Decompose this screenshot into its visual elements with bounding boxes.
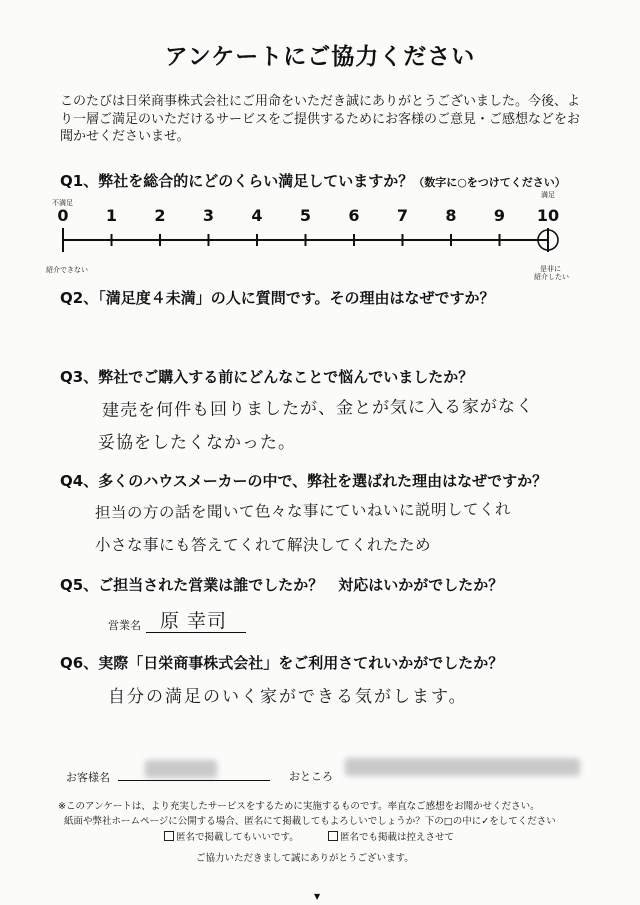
scale-number-1[interactable]: 1	[105, 206, 118, 225]
address-redacted	[345, 758, 580, 776]
next-page-arrow: ▼	[314, 892, 321, 901]
footer-note-line-2: 紙面や弊社ホームページに公開する場合、匿名にて掲載してもよろしいでしょうか？下の□の中に✓をしてください	[64, 816, 556, 827]
anonymous-ok-option	[164, 829, 299, 843]
customer-name-redacted	[145, 760, 217, 778]
scale-number-7[interactable]: 7	[396, 206, 409, 225]
scale-number-0[interactable]: 0	[57, 206, 69, 225]
anonymous-ok-label: 匿名で掲載してもいいです。	[176, 832, 299, 843]
scale-high-bottom-label-1: 是非に	[540, 265, 561, 273]
customer-name-label: お客様名	[66, 771, 110, 784]
anonymous-decline-label: 匿名でも掲載は控えさせて	[340, 832, 455, 843]
question-4-answer-line-2: 小さな事にも答えてくれて解決してくれたため	[95, 536, 432, 554]
question-4-label: Q4、多くのハウスメーカーの中で、弊社を選ばれた理由はなぜですか？	[60, 472, 548, 490]
anonymous-ok-checkbox[interactable]	[164, 831, 174, 841]
footer-thanks: ご協力いただきまして誠にありがとうございます。	[196, 853, 414, 864]
anonymous-decline-option	[328, 829, 454, 843]
scale-high-top-label: 満足	[541, 191, 555, 199]
staff-name: 原 幸司	[160, 610, 228, 632]
question-1	[60, 170, 566, 191]
scale-low-top-label: 不満足	[52, 199, 73, 207]
satisfaction-scale-line	[50, 228, 580, 264]
scale-number-10[interactable]: 10	[536, 206, 560, 225]
scale-number-2[interactable]: 2	[154, 206, 166, 225]
scale-low-bottom-label: 紹介できない	[46, 266, 88, 274]
staff-label: 営業名	[108, 619, 141, 632]
customer-name-underline	[118, 780, 270, 781]
question-4-answer-line-1: 担当の方の話を聞いて色々な事にていねいに説明してくれ	[94, 500, 512, 522]
scale-number-3[interactable]: 3	[202, 206, 215, 225]
anonymous-decline-checkbox[interactable]	[328, 831, 338, 841]
question-2-label: Q2、「満足度４未満」の人に質問です。その理由はなぜですか？	[60, 289, 495, 307]
question-1-hint: （数字に○をつけてください）	[413, 176, 566, 189]
scale-number-9[interactable]: 9	[493, 206, 506, 225]
page-title: アンケートにご協力ください	[164, 44, 476, 70]
question-3-answer-line-2: 妥協をしたくなかった。	[98, 433, 296, 453]
scale-number-4[interactable]: 4	[251, 206, 263, 225]
question-6-label: Q6、実際「日栄商事株式会社」をご利用さてれいかがでしたか？	[60, 654, 504, 672]
question-1-label: Q1、弊社を総合的にどのくらい満足していますか？	[60, 172, 414, 190]
scale-number-5[interactable]: 5	[299, 206, 312, 225]
scale-number-6[interactable]: 6	[348, 206, 360, 225]
question-5-label: Q5、ご担当された営業は誰でしたか？ 対応はいかがでしたか？	[60, 576, 504, 594]
satisfaction-scale-numbers	[0, 206, 640, 230]
address-label: おところ	[289, 770, 333, 783]
question-3-label: Q3、弊社でご購入する前にどんなことで悩んでいましたか？	[60, 368, 474, 386]
scale-high-bottom-label-2: 紹介したい	[534, 273, 569, 281]
staff-underline	[146, 632, 246, 633]
scale-number-8[interactable]: 8	[445, 206, 457, 225]
question-3-answer-line-1: 建売を何件も回りましたが、金とが気に入る家がなく	[101, 396, 535, 421]
footer-note-line-1: ※このアンケートは、より充実したサービスをするために実施するものです。率直なご感想をお聞かせください。	[58, 801, 540, 812]
intro-text: このたびは日栄商事株式会社にご用命をいただき誠にありがとうございました。今後、より一層ご満足のいただけるサービスをご提供するためにお客様のご意見・ご感想などをお聞かせくださいませ。	[60, 94, 581, 144]
question-6-answer: 自分の満足のいく家ができる気がします。	[108, 687, 468, 707]
